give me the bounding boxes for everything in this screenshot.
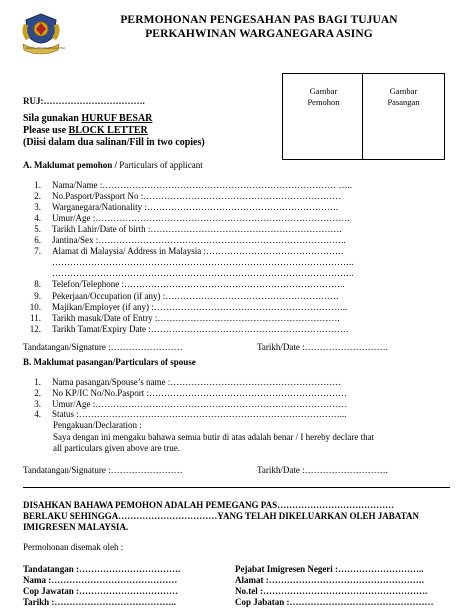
applicant-item-number: 7. xyxy=(34,246,41,257)
applicant-item-field[interactable]: Pekerjaan/Occupation (if any) :…………………………………………………. xyxy=(52,290,339,301)
spouse-item-row[interactable] xyxy=(23,399,453,410)
applicant-item-field[interactable]: Warganegara/Nationality :………………………………………………………. xyxy=(52,202,339,213)
applicant-item-number: 5. xyxy=(34,224,41,235)
office-address-field[interactable]: Alamat :……………………………………………. xyxy=(235,575,424,585)
section-a-heading-rest: Particulars of applicant xyxy=(119,160,203,170)
spouse-item-field[interactable]: Umur/Age :………………………………………………………………………… xyxy=(52,398,348,409)
applicant-item-row[interactable] xyxy=(23,279,453,290)
form-title-line1: PERMOHONAN PENGESAHAN PAS BAGI TUJUAN xyxy=(120,14,398,26)
applicant-item-field[interactable]: Tarikh Tamat/Expiry Date :………………………………………………………… xyxy=(52,323,349,334)
section-a-heading-bold: A. Maklumat pemohon / xyxy=(23,160,120,170)
applicant-item-field[interactable]: ……………………………………………………………………………………….. xyxy=(52,268,354,279)
spouse-photo-box xyxy=(362,73,445,160)
confirmation-line2: BERLAKU SEHINGGA……………………………YANG TELAH DIKELUARKAN OLEH JABATAN xyxy=(23,511,419,521)
applicant-item-field[interactable]: ……………………………………………………………………………………….. xyxy=(52,257,354,268)
applicant-item-field[interactable]: Majikan/Employer (if any) :……………………………………………………….. xyxy=(52,301,348,312)
applicant-item-row[interactable] xyxy=(23,213,453,224)
applicant-item-row[interactable] xyxy=(23,268,453,279)
applicant-item-row[interactable] xyxy=(23,191,453,202)
confirmation-line1: DISAHKAN BAHAWA PEMOHON ADALAH PEMEGANG PAS………………………………… xyxy=(23,500,395,510)
spouse-signature-field[interactable]: Tandatangan/Signature :…………………… xyxy=(23,465,183,475)
spouse-photo-label-2: Pasangan xyxy=(387,97,420,107)
officer-name-field[interactable]: Nama :…………………………………… xyxy=(23,575,178,585)
applicant-item-field[interactable]: Jantina/Sex :……………………………………………………………………….. xyxy=(52,235,346,246)
crest-banner-text: JABATAN IMIGRESEN MALAYSIA xyxy=(25,47,66,50)
applicant-item-row[interactable] xyxy=(23,246,453,257)
applicant-item-row[interactable] xyxy=(23,302,453,313)
state-immigration-office-field[interactable]: Pejabat Imigresen Negeri :……………………….. xyxy=(235,564,424,574)
section-b-heading: B. Maklumat pasangan/Particulars of spouse xyxy=(23,357,196,367)
applicant-item-field[interactable]: Alamat di Malaysia/ Address in Malaysia :………………………………………. xyxy=(52,246,344,257)
declaration-label: Pengakuan/Declaration : xyxy=(53,420,142,430)
applicant-signature-field[interactable]: Tandatangan/Signature :…………………… xyxy=(23,342,183,352)
applicant-item-number: 4. xyxy=(34,213,41,224)
checked-by-label: Permohonan disemak oleh : xyxy=(23,542,124,552)
section-divider xyxy=(23,487,450,488)
section-a-heading xyxy=(23,160,203,171)
applicant-photo-box xyxy=(282,73,365,160)
applicant-item-number: 1. xyxy=(34,180,41,190)
applicant-photo-label-1: Gambar xyxy=(309,86,338,96)
instruction-1-prefix: Sila gunakan xyxy=(23,113,82,124)
applicant-item-field[interactable]: No.Pasport/Passport No :………………………………………………………… xyxy=(52,191,342,202)
applicant-item-row[interactable] xyxy=(23,235,453,246)
officer-date-field[interactable]: Tarikh :………………………………….. xyxy=(23,597,176,607)
applicant-item-field[interactable]: Nama/Name :…………………………………………………………………… ….. xyxy=(52,180,352,190)
department-stamp-field[interactable]: Cop Jabatan :………………………………………… xyxy=(235,597,434,607)
spouse-item-number: 1. xyxy=(34,377,41,387)
instruction-2-prefix: Please use xyxy=(23,125,69,136)
spouse-item-number: 4. xyxy=(34,409,41,420)
applicant-item-row[interactable] xyxy=(23,180,453,191)
applicant-date-field[interactable]: Tarikh/Date :………………………. xyxy=(257,342,388,352)
officer-position-stamp-field[interactable]: Cop Jawatan :…………………………… xyxy=(23,586,179,596)
spouse-item-field[interactable]: Status :……………………………………………………………………………... xyxy=(52,409,347,420)
applicant-item-number: 2. xyxy=(34,191,41,202)
declaration-text-line2: all particulars given above are true. xyxy=(53,443,180,453)
declaration-text-line1: Saya dengan ini mengaku bahawa semua butir di atas adalah benar / I hereby declare that xyxy=(53,432,375,442)
spouse-item-number: 3. xyxy=(34,398,41,409)
applicant-item-field[interactable]: Tarikh masuk/Date of Entry :……………………………………………………. xyxy=(52,312,340,323)
spouse-item-field[interactable]: Nama pasangan/Spouse’s name :………………………………………………… xyxy=(52,377,342,387)
instruction-1-emphasis: HURUF BESAR xyxy=(81,113,153,124)
spouse-photo-label-1: Gambar xyxy=(389,86,418,96)
applicant-item-row[interactable] xyxy=(23,224,453,235)
reference-number-field[interactable]: RUJ:……………………………. xyxy=(23,96,145,106)
immigration-crest-logo xyxy=(18,10,64,56)
spouse-item-field[interactable]: No KP/IC No/No.Pasport :………………………………………………………… xyxy=(52,387,348,398)
spouse-item-row[interactable] xyxy=(23,388,453,399)
applicant-item-number: 11. xyxy=(30,312,41,323)
applicant-photo-label-2: Pemohon xyxy=(307,97,340,107)
instruction-line-3: (Diisi dalam dua salinan/Fill in two copies) xyxy=(23,137,205,148)
spouse-item-number: 2. xyxy=(34,387,41,398)
applicant-item-number: 6. xyxy=(34,235,41,246)
applicant-item-field[interactable]: Telefon/Telephone :……………………………………………………………….. xyxy=(52,279,345,290)
applicant-item-row[interactable] xyxy=(23,257,453,268)
applicant-item-row[interactable] xyxy=(23,324,453,335)
form-title-line2: PERKAHWINAN WARGANEGARA ASING xyxy=(145,28,373,40)
spouse-date-field[interactable]: Tarikh/Date :………………………. xyxy=(257,465,388,475)
office-phone-field[interactable]: No.tel :………………………………………………. xyxy=(235,586,428,596)
applicant-item-number: 8. xyxy=(34,279,41,290)
applicant-item-number: 10. xyxy=(29,301,41,312)
applicant-item-row[interactable] xyxy=(23,291,453,302)
instruction-2-emphasis: BLOCK LETTER xyxy=(68,125,148,136)
spouse-item-row[interactable] xyxy=(23,377,453,388)
applicant-item-row[interactable] xyxy=(23,202,453,213)
instruction-line-2 xyxy=(23,125,148,137)
officer-signature-field[interactable]: Tandatangan :……………………………. xyxy=(23,564,181,574)
spouse-item-row[interactable] xyxy=(23,409,453,420)
applicant-item-number: 9. xyxy=(34,290,41,301)
instruction-line-1 xyxy=(23,113,152,125)
applicant-item-row[interactable] xyxy=(23,313,453,324)
applicant-item-number: 3. xyxy=(34,202,41,213)
confirmation-line3: IMIGRESEN MALAYSIA. xyxy=(23,522,129,532)
applicant-item-number: 12. xyxy=(29,323,41,334)
applicant-item-field[interactable]: Umur/Age :…………………………………………………………………………. xyxy=(52,213,350,224)
applicant-item-field[interactable]: Tarikh Lahir/Date of birth :………………………………………………………. xyxy=(52,224,342,235)
